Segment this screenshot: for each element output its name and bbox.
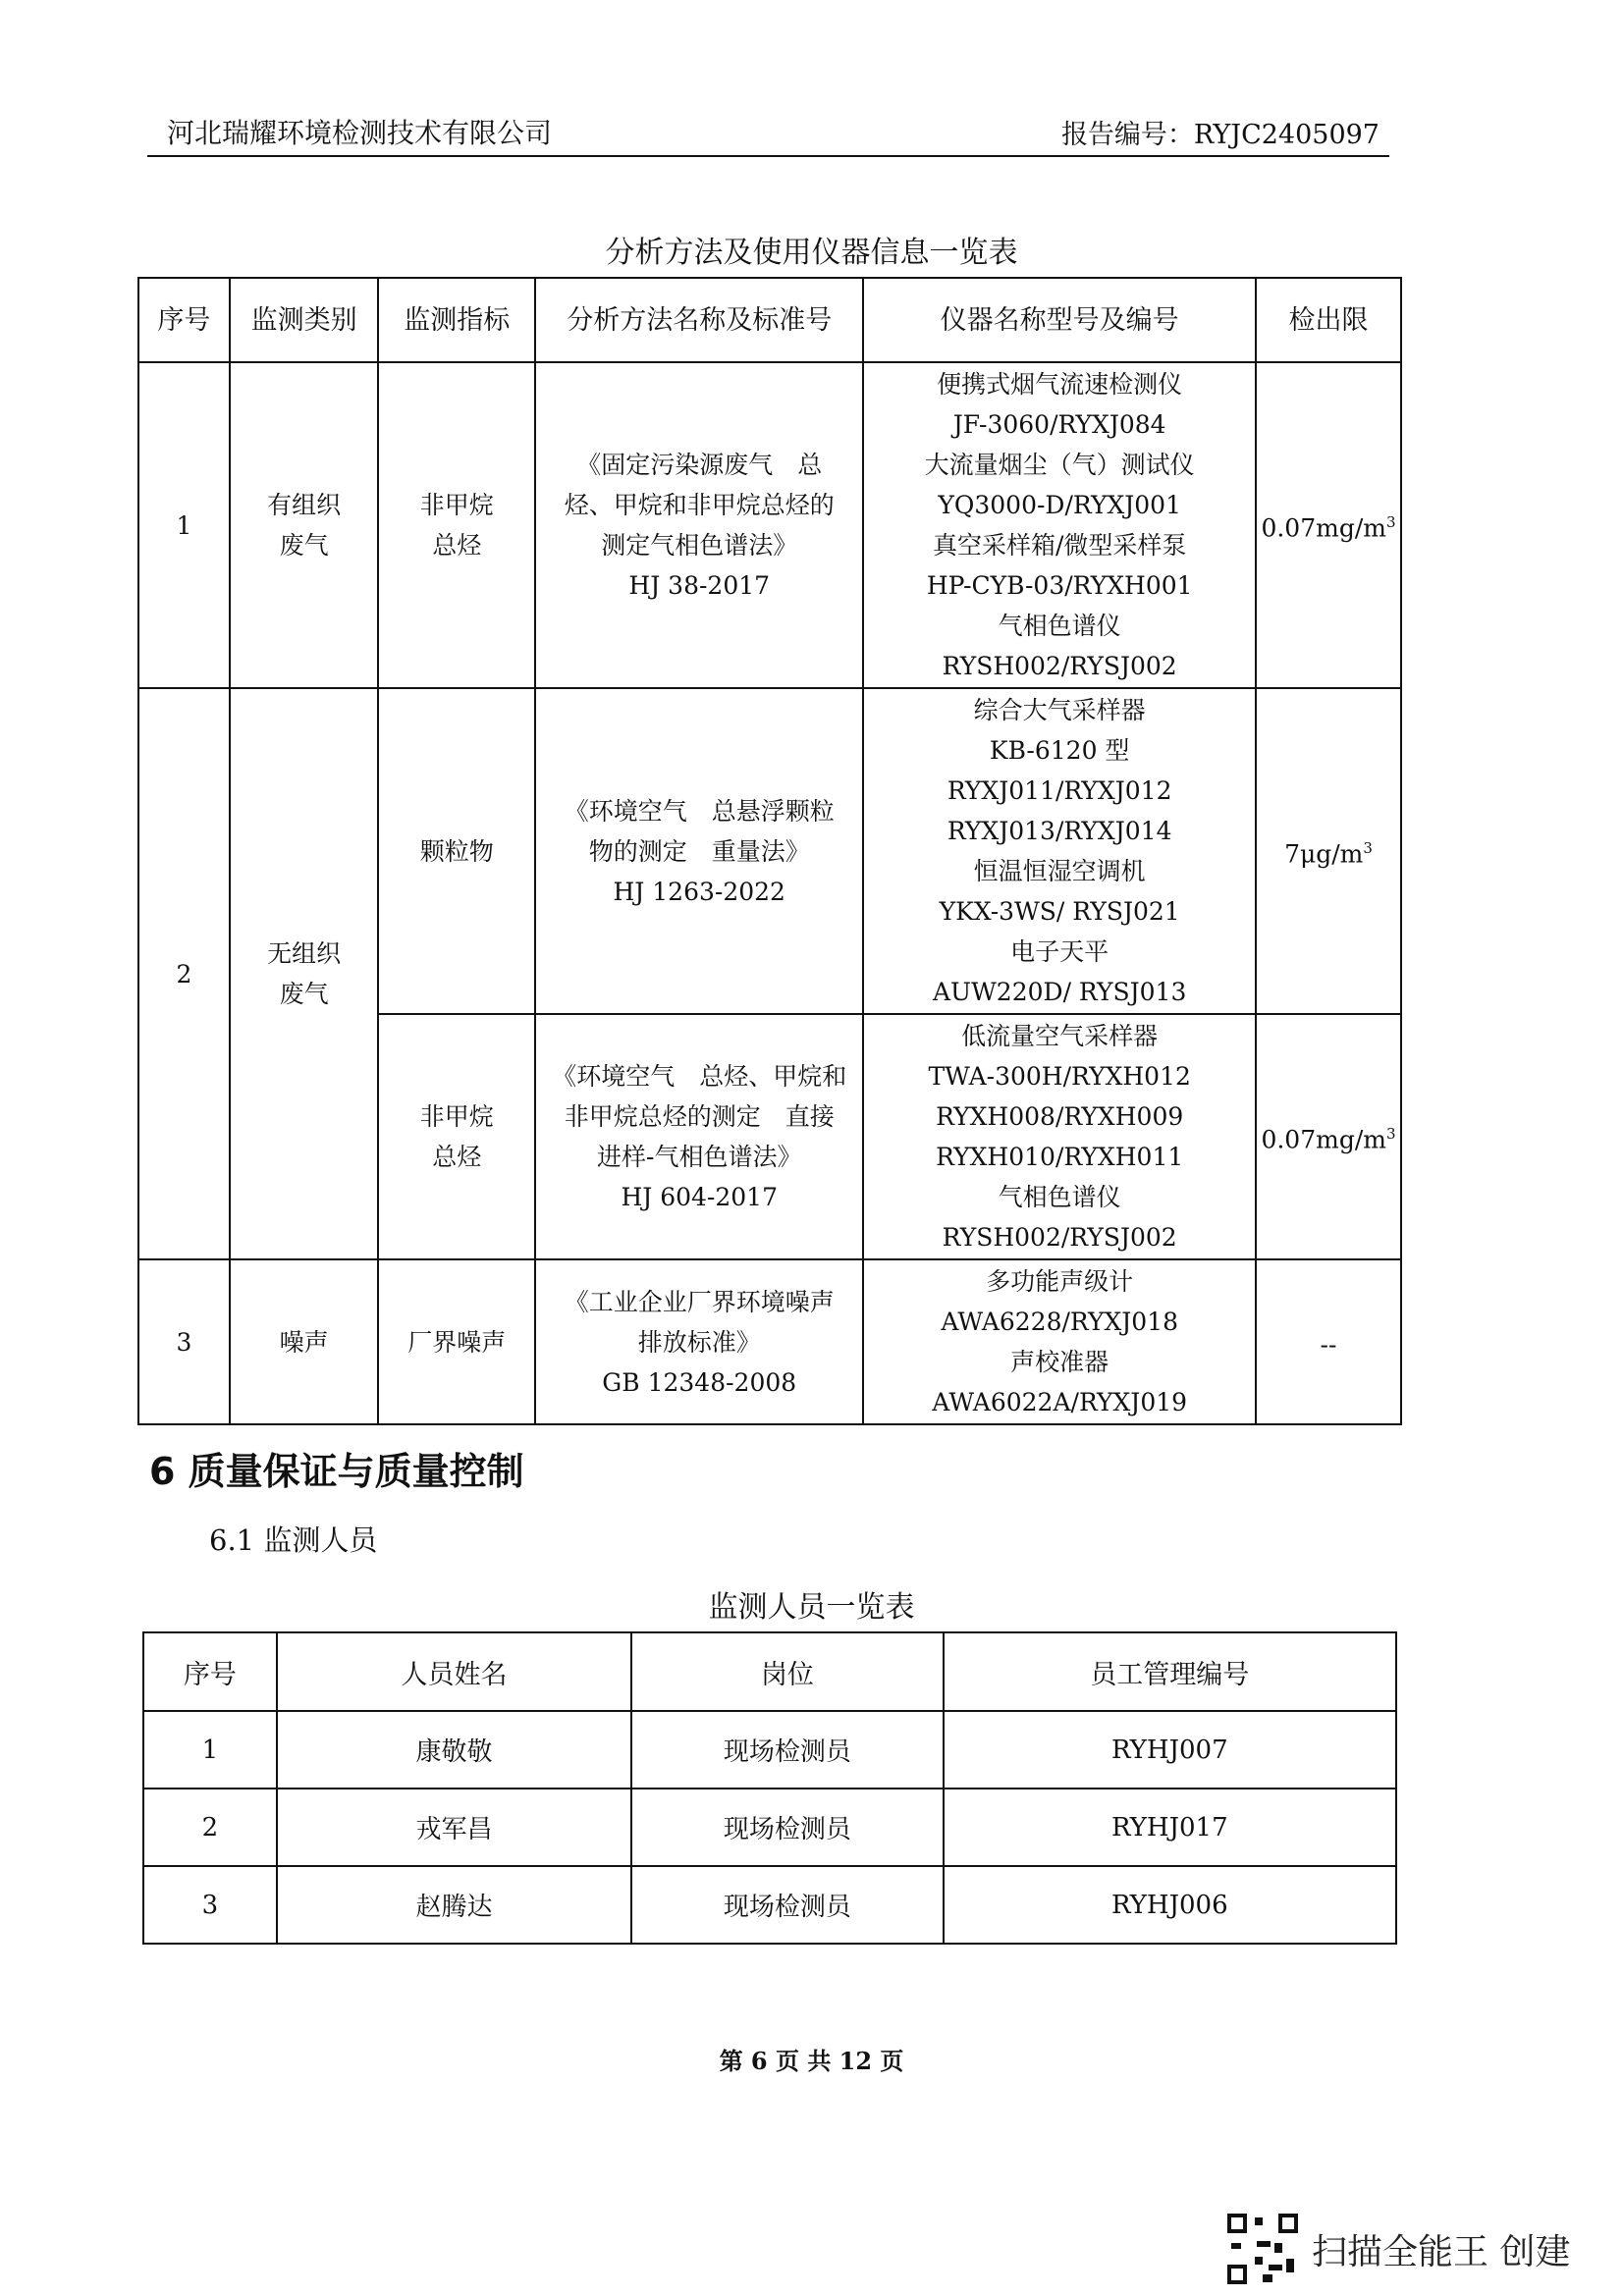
page-footer: 第 6 页 共 12 页	[719, 2047, 904, 2075]
table-row	[143, 1711, 1396, 1789]
col-header: 检出限	[1256, 278, 1401, 362]
detection-limit: $7\mu g/m^3$	[1256, 688, 1401, 1014]
monitoring-category: 有组织 废气	[230, 362, 379, 688]
col-header: 岗位	[631, 1632, 943, 1711]
scanner-watermark	[1227, 2214, 1570, 2284]
col-header: 监测类别	[230, 278, 379, 362]
col-header: 人员姓名	[277, 1632, 631, 1711]
person-name: 康敬敬	[277, 1711, 631, 1789]
analysis-method: 《固定污染源废气 总 烃、甲烷和非甲烷总烃的 测定气相色谱法》 HJ 38-2017	[535, 362, 863, 688]
analysis-method-table	[137, 277, 1402, 1425]
analysis-method: 《环境空气 总烃、甲烷和 非甲烷总烃的测定 直接 进样-气相色谱法》 HJ 604-2017	[535, 1014, 863, 1259]
employee-id: RYHJ006	[944, 1866, 1396, 1944]
table-row	[138, 688, 1401, 1014]
row-number: 2	[138, 688, 230, 1259]
analysis-method: 《工业企业厂界环境噪声 排放标准》 GB 12348-2008	[535, 1259, 863, 1424]
monitoring-indicator: 厂界噪声	[378, 1259, 535, 1424]
monitoring-category: 噪声	[230, 1259, 379, 1424]
detection-limit: $0.07mg/m^3$	[1256, 362, 1401, 688]
row-number: 3	[143, 1866, 277, 1944]
person-name: 戎军昌	[277, 1789, 631, 1866]
col-header: 仪器名称型号及编号	[863, 278, 1256, 362]
qr-code-icon	[1227, 2214, 1298, 2284]
instrument-list: 便携式烟气流速检测仪 JF-3060/RYXJ084 大流量烟尘（气）测试仪 YQ3000-D/RYXJ001 真空采样箱/微型采样泵 HP-CYB-03/RYXH001 气相色谱仪 RYSH002/RYSJ002	[863, 362, 1256, 688]
analysis-method: 《环境空气 总悬浮颗粒 物的测定 重量法》 HJ 1263-2022	[535, 688, 863, 1014]
person-post: 现场检测员	[631, 1866, 943, 1944]
row-number: 2	[143, 1789, 277, 1866]
employee-id: RYHJ007	[944, 1711, 1396, 1789]
company-name: 河北瑞耀环境检测技术有限公司	[167, 117, 553, 149]
table-header-row	[138, 278, 1401, 362]
table-row	[138, 1259, 1401, 1424]
col-header: 员工管理编号	[944, 1632, 1396, 1711]
instrument-list: 低流量空气采样器 TWA-300H/RYXH012 RYXH008/RYXH009 RYXH010/RYXH011 气相色谱仪 RYSH002/RYSJ002	[863, 1014, 1256, 1259]
row-number: 3	[138, 1259, 230, 1424]
monitoring-indicator: 非甲烷 总烃	[378, 1014, 535, 1259]
person-post: 现场检测员	[631, 1711, 943, 1789]
instrument-list: 多功能声级计 AWA6228/RYXJ018 声校准器 AWA6022A/RYXJ019	[863, 1259, 1256, 1424]
page-header	[147, 116, 1389, 157]
col-header: 序号	[143, 1632, 277, 1711]
table-row	[143, 1789, 1396, 1866]
monitoring-category: 无组织 废气	[230, 688, 379, 1259]
detection-limit: $0.07mg/m^3$	[1256, 1014, 1401, 1259]
person-post: 现场检测员	[631, 1789, 943, 1866]
table2-title: 监测人员一览表	[708, 1590, 915, 1625]
table1-title: 分析方法及使用仪器信息一览表	[605, 236, 1018, 270]
col-header: 监测指标	[378, 278, 535, 362]
instrument-list: 综合大气采样器 KB-6120 型 RYXJ011/RYXJ012 RYXJ013/RYXJ014 恒温恒湿空调机 YKX-3WS/ RYSJ021 电子天平 AUW220D/ RYSJ013	[863, 688, 1256, 1014]
table-row	[138, 362, 1401, 688]
table-header-row	[143, 1632, 1396, 1711]
person-name: 赵腾达	[277, 1866, 631, 1944]
detection-limit: --	[1256, 1259, 1401, 1424]
personnel-table	[142, 1631, 1397, 1945]
row-number: 1	[138, 362, 230, 688]
monitoring-indicator: 颗粒物	[378, 688, 535, 1014]
scanner-text: 扫描全能王 创建	[1312, 2231, 1571, 2272]
row-number: 1	[143, 1711, 277, 1789]
report-number: 报告编号：RYJC2405097	[1060, 120, 1380, 150]
col-header: 分析方法名称及标准号	[535, 278, 863, 362]
employee-id: RYHJ017	[944, 1789, 1396, 1866]
table-row	[143, 1866, 1396, 1944]
section-heading: 6 质量保证与质量控制	[149, 1450, 524, 1493]
col-header: 序号	[138, 278, 230, 362]
monitoring-indicator: 非甲烷 总烃	[378, 362, 535, 688]
subsection-heading: 6.1 监测人员	[209, 1523, 378, 1557]
